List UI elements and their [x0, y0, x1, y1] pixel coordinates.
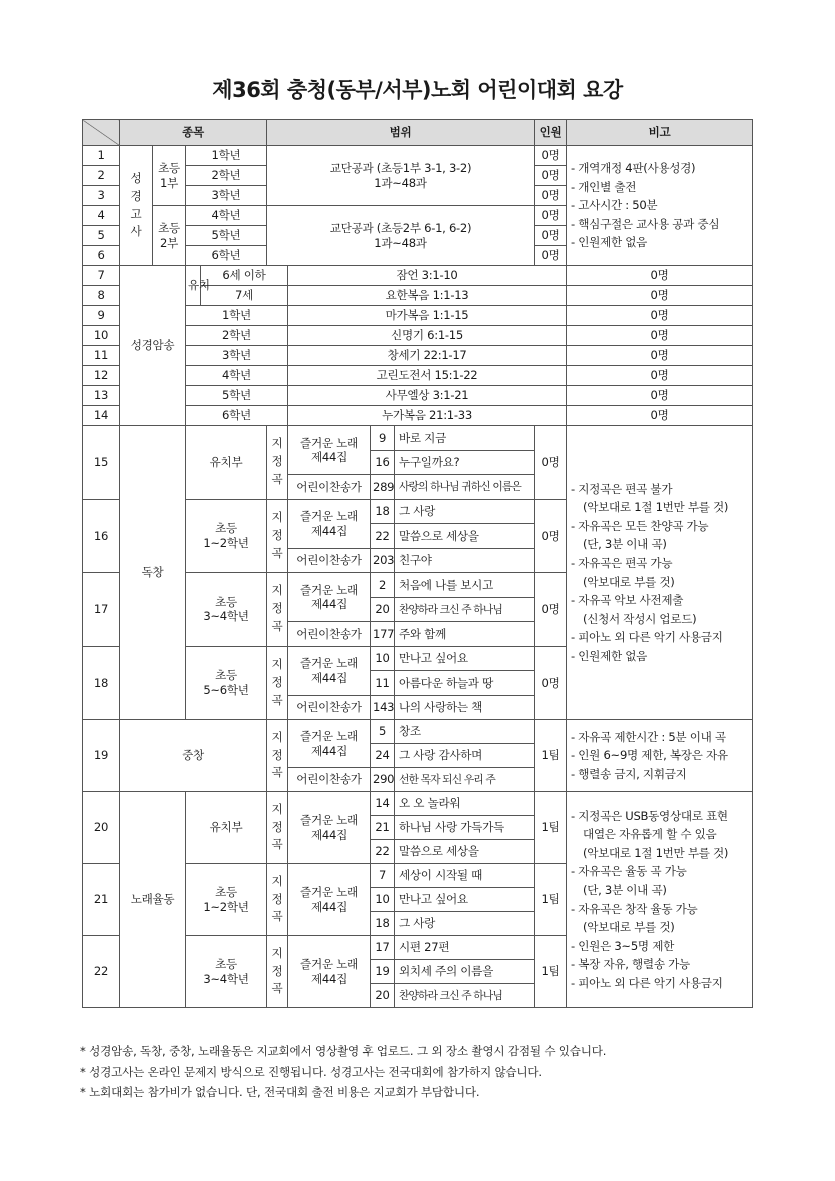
count: 0명 [535, 573, 567, 647]
footnote: * 성경암송, 독창, 중창, 노래율동은 지교회에서 영상촬영 후 업로드. 그 외 장소 촬영시 감점될 수 있습니다. [80, 1044, 607, 1058]
song-number: 9 [371, 426, 395, 451]
song-title: 찬양하라 크신 주 하나님 [395, 984, 535, 1008]
event-category: 성 경 고 사 [120, 146, 153, 266]
count: 1팀 [535, 792, 567, 864]
remark-line: (악보대로 1절 1번만 부를 것) [583, 500, 729, 515]
count: 0명 [567, 326, 753, 346]
remark-line: - 지정곡은 USB동영상대로 표현 [571, 808, 728, 823]
song-title: 선한 목자 되신 우리 주 [395, 768, 535, 792]
song-number: 21 [371, 816, 395, 840]
remarks [567, 426, 753, 720]
count: 0명 [567, 266, 753, 286]
song-number: 14 [371, 792, 395, 816]
song-number: 18 [371, 912, 395, 936]
table-row [83, 146, 753, 166]
grade: 6학년 [186, 246, 267, 266]
songbook: 즐거운 노래 제44집 [288, 792, 371, 864]
song-number: 203 [371, 548, 395, 573]
row-number: 14 [83, 406, 120, 426]
table-row [83, 266, 753, 286]
song-number: 289 [371, 475, 395, 500]
contest-table [82, 119, 753, 1008]
division: 초등 1~2학년 [186, 499, 267, 573]
row-number: 10 [83, 326, 120, 346]
count: 0명 [535, 166, 567, 186]
song-number: 2 [371, 573, 395, 598]
header-range: 범위 [267, 120, 535, 146]
header-corner [83, 120, 120, 146]
remark-line: - 자유곡은 모든 찬양곡 가능 [571, 518, 709, 533]
song-title: 친구야 [395, 548, 535, 573]
song-number: 18 [371, 499, 395, 524]
songbook: 어린이찬송가 [288, 548, 371, 573]
remark-line: - 인원 6~9명 제한, 복장은 자유 [571, 748, 728, 763]
songbook: 즐거운 노래 제44집 [288, 720, 371, 768]
header-remarks: 비고 [567, 120, 753, 146]
grade: 3학년 [186, 186, 267, 206]
footnotes [80, 1041, 606, 1103]
grade: 2학년 [186, 326, 288, 346]
count: 0명 [535, 246, 567, 266]
song-number: 10 [371, 646, 395, 671]
grade: 1학년 [186, 146, 267, 166]
row-number: 22 [83, 936, 120, 1008]
remark-line: (단, 3분 이내 곡) [583, 537, 667, 552]
row-number: 19 [83, 720, 120, 792]
designated-label: 지 정 곡 [267, 864, 288, 936]
count: 0명 [535, 146, 567, 166]
remark-line: - 개인별 출전 [571, 179, 637, 194]
song-title: 처음에 나를 보시고 [395, 573, 535, 598]
songbook: 어린이찬송가 [288, 768, 371, 792]
remarks [567, 146, 753, 266]
row-number: 11 [83, 346, 120, 366]
division: 초등 3~4학년 [186, 573, 267, 647]
row-number: 13 [83, 386, 120, 406]
song-title: 하나님 사랑 가득가득 [395, 816, 535, 840]
song-title: 바로 지금 [395, 426, 535, 451]
grade: 7세 [201, 286, 288, 306]
designated-label: 지 정 곡 [267, 499, 288, 573]
song-title: 아름다운 하늘과 땅 [395, 671, 535, 696]
range: 마가복음 1:1-15 [288, 306, 567, 326]
song-number: 177 [371, 622, 395, 647]
remarks [567, 720, 753, 792]
range: 신명기 6:1-15 [288, 326, 567, 346]
range: 사무엘상 3:1-21 [288, 386, 567, 406]
remark-line: - 고사시간 : 50분 [571, 198, 658, 213]
range: 누가복음 21:1-33 [288, 406, 567, 426]
songbook: 어린이찬송가 [288, 622, 371, 647]
count: 0명 [535, 426, 567, 500]
song-title: 오 오 놀라워 [395, 792, 535, 816]
grade: 4학년 [186, 366, 288, 386]
song-number: 19 [371, 960, 395, 984]
count: 1팀 [535, 936, 567, 1008]
songbook: 즐거운 노래 제44집 [288, 646, 371, 695]
row-number: 7 [83, 266, 120, 286]
row-number: 20 [83, 792, 120, 864]
range: 창세기 22:1-17 [288, 346, 567, 366]
song-number: 290 [371, 768, 395, 792]
range: 잠언 3:1-10 [288, 266, 567, 286]
count: 0명 [535, 186, 567, 206]
row-number: 12 [83, 366, 120, 386]
designated-label: 지 정 곡 [267, 646, 288, 720]
event-category: 성경암송 [120, 266, 186, 426]
row-number: 17 [83, 573, 120, 647]
grade: 5학년 [186, 386, 288, 406]
remark-line: - 핵심구절은 교사용 공과 중심 [571, 216, 720, 231]
song-title: 주와 함께 [395, 622, 535, 647]
footnote: * 성경고사는 온라인 문제지 방식으로 진행됩니다. 성경고사는 전국대회에 참가하지 않습니다. [80, 1064, 542, 1079]
count: 0명 [535, 226, 567, 246]
page-title: 제36회 충청(동부/서부)노회 어린이대회 요강 [212, 78, 623, 102]
table-row [83, 720, 753, 744]
grade: 2학년 [186, 166, 267, 186]
song-title: 시편 27편 [395, 936, 535, 960]
event-subcategory: 초등 2부 [153, 206, 186, 266]
remark-line: (악보대로 부를 것) [583, 920, 675, 935]
grade: 3학년 [186, 346, 288, 366]
remark-line: - 자유곡 제한시간 : 5분 이내 곡 [571, 729, 726, 744]
row-number: 3 [83, 186, 120, 206]
count: 1팀 [535, 864, 567, 936]
song-number: 24 [371, 744, 395, 768]
songbook: 즐거운 노래 제44집 [288, 936, 371, 1008]
designated-label: 지 정 곡 [267, 720, 288, 792]
song-number: 10 [371, 888, 395, 912]
event-category: 노래율동 [120, 792, 186, 1008]
song-number: 7 [371, 864, 395, 888]
song-number: 22 [371, 840, 395, 864]
remark-line: - 자유곡 악보 사전제출 [571, 593, 684, 608]
song-title: 말씀으로 세상을 [395, 840, 535, 864]
grade: 4학년 [186, 206, 267, 226]
songbook: 즐거운 노래 제44집 [288, 426, 371, 475]
division: 초등 3~4학년 [186, 936, 267, 1008]
row-number: 4 [83, 206, 120, 226]
remark-line: - 자유곡은 편곡 가능 [571, 555, 673, 570]
song-number: 5 [371, 720, 395, 744]
range: 요한복음 1:1-13 [288, 286, 567, 306]
range: 고린도전서 15:1-22 [288, 366, 567, 386]
count: 0명 [567, 346, 753, 366]
song-title: 그 사랑 [395, 499, 535, 524]
table-row [83, 426, 753, 451]
row-number: 21 [83, 864, 120, 936]
song-title: 누구일까요? [395, 450, 535, 475]
footnote: * 노회대회는 참가비가 없습니다. 단, 전국대회 출전 비용은 지교회가 부담합니다. [80, 1085, 480, 1099]
remark-line: - 인원제한 없음 [571, 648, 648, 663]
song-title: 만나고 싶어요 [395, 646, 535, 671]
grade: 1학년 [186, 306, 288, 326]
designated-label: 지 정 곡 [267, 426, 288, 500]
division: 유치부 [186, 792, 267, 864]
row-number: 2 [83, 166, 120, 186]
table-row [83, 792, 753, 816]
designated-label: 지 정 곡 [267, 936, 288, 1008]
songbook: 어린이찬송가 [288, 695, 371, 720]
song-number: 20 [371, 597, 395, 622]
remark-line: - 복장 자유, 행렬송 가능 [571, 957, 690, 972]
count: 0명 [535, 499, 567, 573]
remark-line: 대열은 자유롭게 할 수 있음 [583, 827, 717, 842]
kinder-label: 유치 [186, 266, 201, 306]
song-title: 창조 [395, 720, 535, 744]
song-number: 22 [371, 524, 395, 549]
grade: 6학년 [186, 406, 288, 426]
song-title: 사랑의 하나님 귀하신 이름은 [395, 475, 535, 500]
song-number: 17 [371, 936, 395, 960]
row-number: 18 [83, 646, 120, 720]
designated-label: 지 정 곡 [267, 573, 288, 647]
song-title: 말씀으로 세상을 [395, 524, 535, 549]
grade: 6세 이하 [201, 266, 288, 286]
song-number: 143 [371, 695, 395, 720]
header-event: 종목 [120, 120, 267, 146]
count: 0명 [567, 386, 753, 406]
header-count: 인원 [535, 120, 567, 146]
designated-label: 지 정 곡 [267, 792, 288, 864]
division: 유치부 [186, 426, 267, 500]
song-title: 나의 사랑하는 책 [395, 695, 535, 720]
range: 교단공과 (초등2부 6-1, 6-2) 1과~48과 [267, 206, 535, 266]
table-header-row [83, 120, 753, 146]
remark-line: - 인원은 3~5명 제한 [571, 938, 675, 953]
remark-line: - 피아노 외 다른 악기 사용금지 [571, 630, 723, 645]
row-number: 16 [83, 499, 120, 573]
row-number: 6 [83, 246, 120, 266]
row-number: 9 [83, 306, 120, 326]
song-title: 그 사랑 [395, 912, 535, 936]
count: 0명 [567, 306, 753, 326]
count: 1팀 [535, 720, 567, 792]
range: 교단공과 (초등1부 3-1, 3-2) 1과~48과 [267, 146, 535, 206]
songbook: 즐거운 노래 제44집 [288, 573, 371, 622]
remarks [567, 792, 753, 1008]
row-number: 8 [83, 286, 120, 306]
song-title: 세상이 시작될 때 [395, 864, 535, 888]
song-title: 외치세 주의 이름을 [395, 960, 535, 984]
count: 0명 [535, 206, 567, 226]
count: 0명 [567, 286, 753, 306]
remark-line: - 인원제한 없음 [571, 235, 648, 250]
song-title: 만나고 싶어요 [395, 888, 535, 912]
remark-line: - 자유곡은 창작 율동 가능 [571, 901, 698, 916]
songbook: 즐거운 노래 제44집 [288, 499, 371, 548]
count: 0명 [567, 366, 753, 386]
division: 초등 5~6학년 [186, 646, 267, 720]
remark-line: - 행렬송 금지, 지휘금지 [571, 766, 687, 781]
row-number: 1 [83, 146, 120, 166]
songbook: 즐거운 노래 제44집 [288, 864, 371, 936]
song-number: 11 [371, 671, 395, 696]
remark-line: (악보대로 부를 것) [583, 574, 675, 589]
remark-line: - 개역개정 4판(사용성경) [571, 161, 696, 176]
song-number: 16 [371, 450, 395, 475]
event-category: 독창 [120, 426, 186, 720]
count: 0명 [567, 406, 753, 426]
event-subcategory: 초등 1부 [153, 146, 186, 206]
division: 초등 1~2학년 [186, 864, 267, 936]
remark-line: (신청서 작성시 업로드) [583, 611, 697, 626]
remark-line: - 지정곡은 편곡 불가 [571, 481, 673, 496]
event-category: 중창 [120, 720, 267, 792]
row-number: 15 [83, 426, 120, 500]
song-title: 그 사랑 감사하며 [395, 744, 535, 768]
grade: 5학년 [186, 226, 267, 246]
remark-line: - 자유곡은 율동 곡 가능 [571, 864, 687, 879]
song-number: 20 [371, 984, 395, 1008]
remark-line: (악보대로 1절 1번만 부를 것) [583, 845, 729, 860]
songbook: 어린이찬송가 [288, 475, 371, 500]
count: 0명 [535, 646, 567, 720]
row-number: 5 [83, 226, 120, 246]
song-title: 찬양하라 크신 주 하나님 [395, 597, 535, 622]
remark-line: - 피아노 외 다른 악기 사용금지 [571, 975, 723, 990]
remark-line: (단, 3분 이내 곡) [583, 882, 667, 897]
